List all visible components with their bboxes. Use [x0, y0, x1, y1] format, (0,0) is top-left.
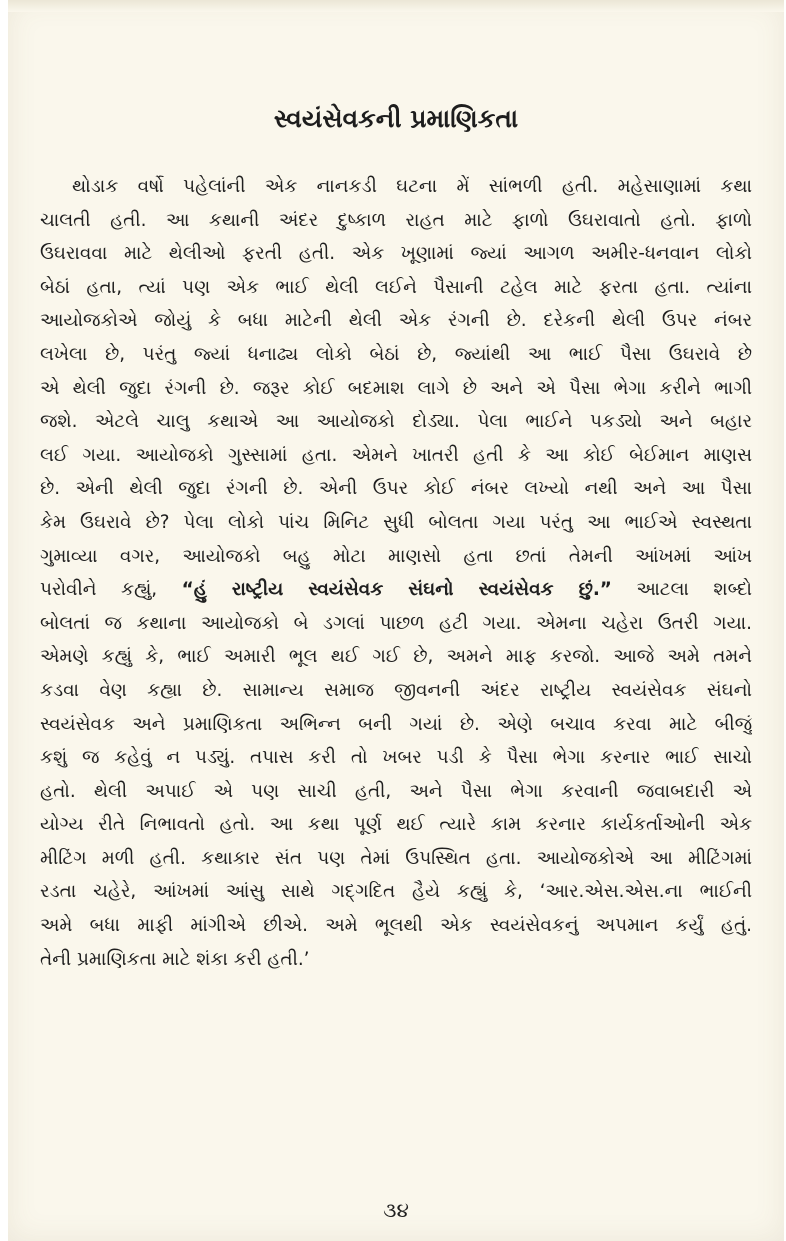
text-line: આયોજકોએ જોયું કે બધા માટેની થેલી એક રંગની છે. દરેકની થેલી ઉપર નંબર: [40, 310, 752, 332]
text-line: કડવા વેણ કહ્યા છે. સામાન્ય સમાજ જીવનની અંદર રાષ્ટ્રીય સ્વયંસેવક સંઘનો: [40, 679, 752, 701]
text-line: લખેલા છે, પરંતુ જ્યાં ધનાઢ્ય લોકો બેઠાં છે, જ્યાંથી આ ભાઈ પૈસા ઉઘરાવે છે: [40, 343, 752, 365]
page-number: ૩૪: [383, 1198, 409, 1222]
text-segment: આટલા શબ્દો: [611, 579, 752, 601]
text-line: બોલતાં જ કથાના આયોજકો બે ડગલાં પાછળ હટી ગયા. એમના ચહેરા ઉતરી ગયા.: [40, 612, 752, 634]
text-line: કશું જ કહેવું ન પડ્યું. તપાસ કરી તો ખબર પડી કે પૈસા ભેગા કરનાર ભાઈ સાચો: [40, 747, 752, 769]
chapter-body: [40, 170, 752, 976]
text-line: રડતા ચહેરે, આંખમાં આંસુ સાથે ગદ્ગદિત હૈયે કહ્યું કે, ‘આર.એસ.એસ.ના ભાઈની: [40, 881, 752, 903]
book-page: [8, 0, 784, 1241]
text-line: જશે. એટલે ચાલુ કથાએ આ આયોજકો દોડ્યા. પેલા ભાઈને પકડ્યો અને બહાર: [40, 411, 752, 433]
text-line-with-quote: [40, 573, 752, 607]
text-line: સ્વયંસેવક અને પ્રમાણિકતા અભિન્ન બની ગયાં છે. એણે બચાવ કરવા માટે બીજું: [40, 713, 752, 735]
text-line: ગુમાવ્યા વગર, આયોજકો બહુ મોટા માણસો હતા છતાં તેમની આંખમાં આંખ: [40, 545, 752, 567]
bold-quote: “હું રાષ્ટ્રીય સ્વયંસેવક સંઘનો સ્વયંસેવક છું.”: [181, 579, 612, 601]
text-line: છે. એની થેલી જુદા રંગની છે. એની ઉપર કોઈ નંબર લખ્યો નથી અને આ પૈસા: [40, 478, 752, 500]
text-segment: પરોવીને કહ્યું,: [40, 579, 182, 601]
story-paragraph: [40, 170, 752, 976]
page-top-edge: [8, 0, 784, 12]
text-line: બેઠાં હતા, ત્યાં પણ એક ભાઈ થેલી લઈને પૈસાની ટહેલ માટે ફરતા હતા. ત્યાંના: [40, 276, 752, 298]
text-line: યોગ્ય રીતે નિભાવતો હતો. આ કથા પૂર્ણ થઈ ત્યારે કામ કરનાર કાર્યકર્તાઓની એક: [40, 814, 752, 836]
chapter-title: સ્વયંસેવકની પ્રમાણિકતા: [273, 104, 519, 133]
text-line: લઈ ગયા. આયોજકો ગુસ્સામાં હતા. એમને ખાતરી હતી કે આ કોઈ બેઈમાન માણસ: [40, 444, 752, 466]
text-line: તેની પ્રમાણિકતા માટે શંકા કરી હતી.’: [40, 948, 310, 970]
text-line: એ થેલી જુદા રંગની છે. જરૂર કોઈ બદમાશ લાગે છે અને એ પૈસા ભેગા કરીને ભાગી: [40, 377, 752, 399]
text-line: હતો. થેલી અપાઈ એ પણ સાચી હતી, અને પૈસા ભેગા કરવાની જવાબદારી એ: [40, 780, 752, 802]
text-line: મીટિંગ મળી હતી. કથાકાર સંત પણ તેમાં ઉપસ્થિત હતા. આયોજકોએ આ મીટિંગમાં: [40, 847, 752, 869]
text-line: અમે બધા માફી માંગીએ છીએ. અમે ભૂલથી એક સ્વયંસેવકનું અપમાન કર્યું હતું.: [40, 915, 752, 937]
text-line: થોડાક વર્ષો પહેલાંની એક નાનકડી ઘટના મેં સાંભળી હતી. મહેસાણામાં કથા: [72, 176, 752, 197]
text-line: કેમ ઉઘરાવે છે? પેલા લોકો પાંચ મિનિટ સુધી બોલતા ગયા પરંતુ આ ભાઈએ સ્વસ્થતા: [40, 511, 752, 533]
text-line: ઉઘરાવવા માટે થેલીઓ ફરતી હતી. એક ખૂણામાં જ્યાં આગળ અમીર-ધનવાન લોકો: [40, 243, 752, 265]
text-line: એમણે કહ્યું કે, ભાઈ અમારી ભૂલ થઈ ગઈ છે, અમને માફ કરજો. આજે અમે તમને: [40, 646, 752, 668]
text-line: ચાલતી હતી. આ કથાની અંદર દુષ્કાળ રાહત માટે ફાળો ઉઘરાવાતો હતો. ફાળો: [40, 209, 752, 231]
